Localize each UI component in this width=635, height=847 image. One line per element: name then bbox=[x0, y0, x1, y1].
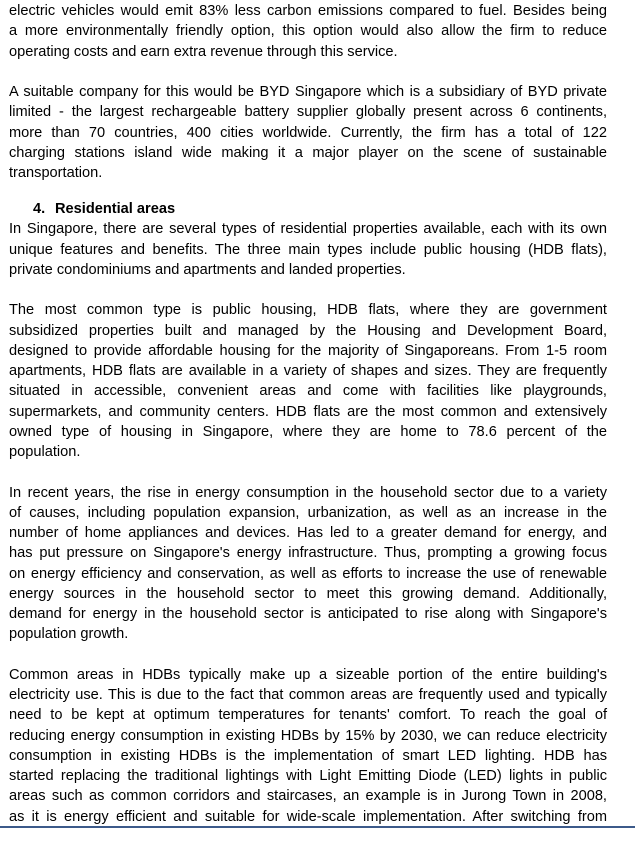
text-line: situated in accessible, convenient areas and come with facilities like playgrounds, bbox=[9, 383, 607, 400]
text-line: designed to provide affordable housing for the majority of Singaporeans. From 1-5 room bbox=[9, 342, 607, 359]
text-line: private condominiums and apartments and landed properties. bbox=[9, 261, 406, 278]
text-line: reducing energy consumption in existing HDBs by 15% by 2030, we can reduce electricity bbox=[9, 727, 607, 744]
text-line: supermarkets, and community centers. HDB flats are the most common and extensively bbox=[9, 403, 607, 420]
text-line: number of home appliances and devices. Has led to a greater demand for energy, and bbox=[9, 525, 607, 541]
text-line: areas such as common corridors and staircases, an example is in Jurong Town in 2008, bbox=[9, 788, 607, 805]
text-line: operating costs and earn extra revenue through this service. bbox=[9, 43, 398, 60]
text-line: limited - the largest rechargeable battery supplier globally present across 6 continents, bbox=[9, 104, 607, 121]
document-page bbox=[9, 1, 607, 847]
text-line: electricity use. This is due to the fact that common areas are frequently used and typically bbox=[9, 687, 607, 703]
text-line: population. bbox=[9, 444, 81, 460]
text-line: demand for energy in the household sector is anticipated to rise along with Singapore's bbox=[9, 606, 607, 622]
paragraph bbox=[9, 1, 607, 62]
paragraph bbox=[9, 665, 607, 827]
paragraph bbox=[9, 82, 607, 183]
text-line: more than 70 countries, 400 cities worldwide. Currently, the firm has a total of 122 bbox=[9, 124, 607, 141]
text-line: apartments, HDB flats are available in a variety of shapes and sizes. They are frequently bbox=[9, 363, 607, 379]
text-line: need to be kept at optimum temperatures for tenants' comfort. To reach the goal of bbox=[9, 707, 607, 724]
text-line: a more environmentally friendly option, this option would also allow the firm to reduce bbox=[9, 23, 607, 40]
text-line: charging stations island wide making it a major player on the scene of sustainable bbox=[9, 144, 607, 161]
heading-number: 4. bbox=[33, 201, 46, 218]
text-line: The most common type is public housing, HDB flats, where they are government bbox=[9, 302, 607, 319]
text-line: population growth. bbox=[9, 626, 129, 643]
paragraph bbox=[9, 300, 607, 462]
text-line: unique features and benefits. The three main types include public housing (HDB flats), bbox=[9, 241, 607, 258]
text-line: consumption in existing HDBs is the implementation of smart LED lighting. HDB has bbox=[9, 747, 607, 764]
paragraph bbox=[9, 483, 607, 645]
paragraph bbox=[9, 219, 607, 280]
text-line: on energy efficiency and conservation, as well as efforts to increase the use of renewable bbox=[9, 565, 607, 582]
text-line: A suitable company for this would be BYD Singapore which is a subsidiary of BYD private bbox=[9, 84, 607, 100]
text-line: of causes, including population expansion, urbanization, as well as an increase in the bbox=[9, 504, 607, 521]
text-line: owned type of housing in Singapore, where they are home to 78.6 percent of the bbox=[9, 423, 607, 440]
text-line: energy sources in the household sector to meet this growing demand. Additionally, bbox=[9, 585, 607, 602]
text-line: subsidized properties built and managed by the Housing and Development Board, bbox=[9, 322, 607, 339]
text-line: as it is energy efficient and suitable for wide-scale implementation. After switching from bbox=[9, 808, 607, 825]
heading-title: Residential areas bbox=[55, 201, 176, 218]
text-line: electric vehicles would emit 83% less carbon emissions compared to fuel. Besides being bbox=[9, 3, 607, 19]
text-line: Common areas in HDBs typically make up a sizeable portion of the entire building's bbox=[9, 666, 607, 683]
section-heading bbox=[9, 199, 607, 219]
text-line: started replacing the traditional lightings with Light Emitting Diode (LED) lights in public bbox=[9, 768, 607, 784]
text-line: In Singapore, there are several types of residential properties available, each with its own bbox=[9, 221, 607, 238]
text-line: In recent years, the rise in energy consumption in the household sector due to a variety bbox=[9, 484, 607, 501]
text-line: has put pressure on Singapore's energy infrastructure. Thus, prompting a growing focus bbox=[9, 545, 607, 562]
section-after bbox=[9, 219, 607, 827]
section-before bbox=[9, 1, 607, 183]
text-line: transportation. bbox=[9, 165, 103, 181]
